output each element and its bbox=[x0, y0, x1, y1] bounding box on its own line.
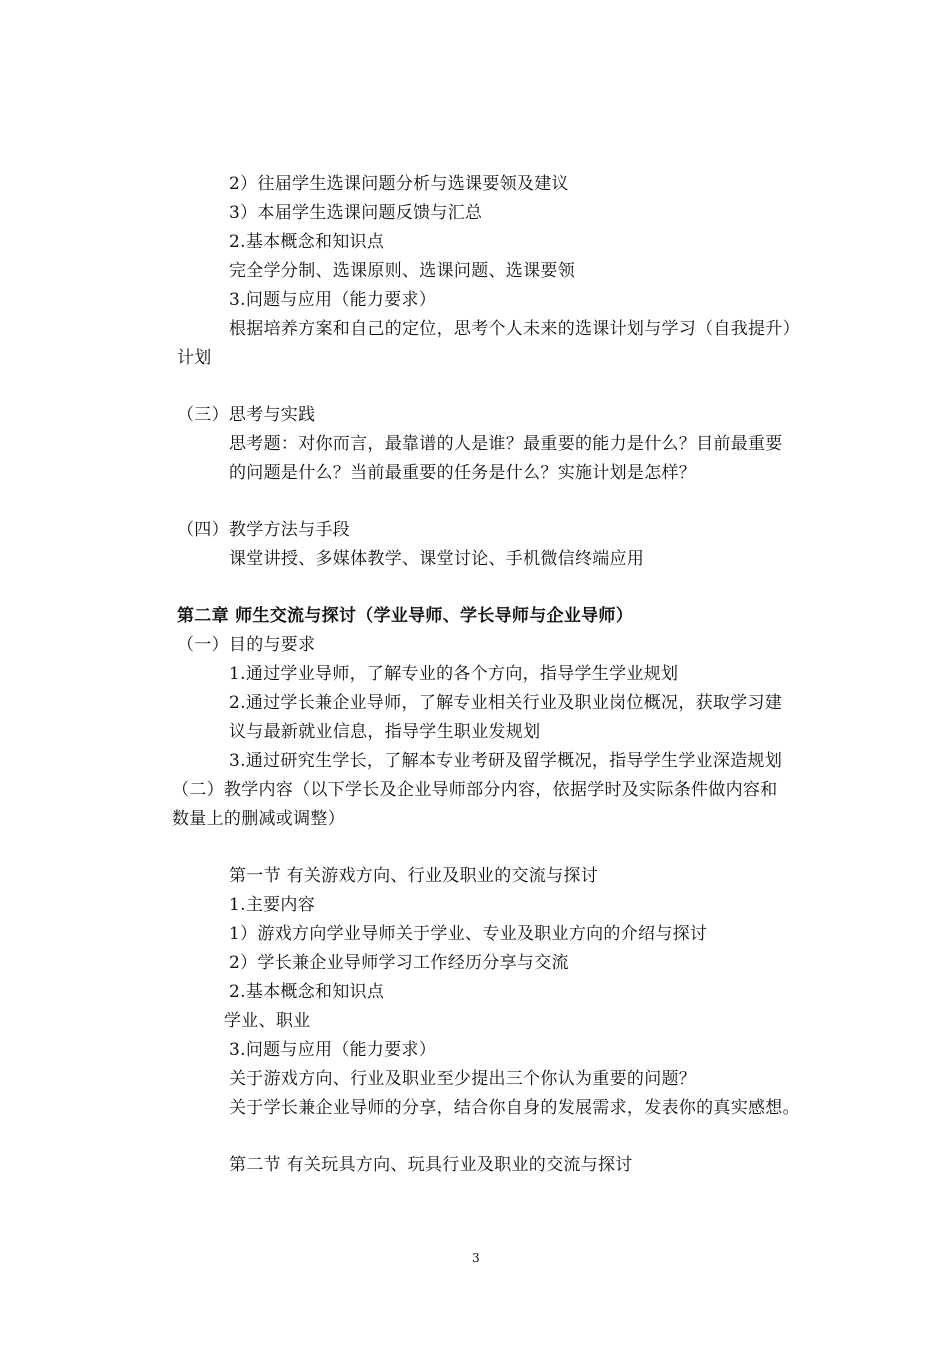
text-line: 2）学长兼企业导师学习工作经历分享与交流 bbox=[229, 953, 569, 973]
text-line: 关于学长兼企业导师的分享，结合你自身的发展需求，发表你的真实感想。 bbox=[229, 1098, 800, 1118]
text-line: 2.基本概念和知识点 bbox=[229, 232, 385, 252]
text-line: 2）往届学生选课问题分析与选课要领及建议 bbox=[229, 174, 569, 194]
text-line: 3）本届学生选课问题反馈与汇总 bbox=[229, 203, 483, 223]
text-line: 的问题是什么？当前最重要的任务是什么？实施计划是怎样？ bbox=[229, 463, 697, 483]
text-line: 计划 bbox=[177, 348, 212, 368]
text-line: 3.问题与应用（能力要求） bbox=[229, 290, 437, 310]
text-line: 1）游戏方向学业导师关于学业、专业及职业方向的介绍与探讨 bbox=[229, 924, 708, 944]
text-line: 3.问题与应用（能力要求） bbox=[229, 1040, 437, 1060]
page-number: 3 bbox=[472, 1251, 480, 1265]
subsection-title: 第一节 有关游戏方向、行业及职业的交流与探讨 bbox=[229, 866, 599, 886]
text-line: 2.基本概念和知识点 bbox=[229, 982, 385, 1002]
text-line: 课堂讲授、多媒体教学、课堂讨论、手机微信终端应用 bbox=[229, 549, 645, 569]
text-line: 2.通过学长兼企业导师，了解专业相关行业及职业岗位概况，获取学习建 bbox=[229, 693, 783, 713]
section-heading: （四）教学方法与手段 bbox=[177, 520, 350, 540]
text-line: 思考题：对你而言，最靠谱的人是谁？最重要的能力是什么？目前最重要 bbox=[229, 434, 783, 454]
section-heading: （一）目的与要求 bbox=[177, 635, 316, 655]
text-line: 3.通过研究生学长，了解本专业考研及留学概况，指导学生学业深造规划 bbox=[229, 751, 783, 771]
section-heading: （三）思考与实践 bbox=[177, 405, 316, 425]
text-line: 1.主要内容 bbox=[229, 895, 316, 915]
text-line: 数量上的删减或调整） bbox=[172, 809, 345, 829]
text-line: 完全学分制、选课原则、选课问题、选课要领 bbox=[229, 261, 575, 281]
text-line: 根据培养方案和自己的定位，思考个人未来的选课计划与学习（自我提升） bbox=[229, 319, 800, 339]
text-line: 关于游戏方向、行业及职业至少提出三个你认为重要的问题？ bbox=[229, 1069, 697, 1089]
chapter-title: 第二章 师生交流与探讨（学业导师、学长导师与企业导师） bbox=[177, 606, 634, 626]
text-line: 1.通过学业导师，了解专业的各个方向，指导学生学业规划 bbox=[229, 664, 679, 684]
text-line: 议与最新就业信息，指导学生职业发规划 bbox=[229, 722, 541, 742]
subsection-title: 第二节 有关玩具方向、玩具行业及职业的交流与探讨 bbox=[229, 1155, 633, 1175]
section-heading: （二）教学内容（以下学长及企业导师部分内容，依据学时及实际条件做内容和 bbox=[172, 780, 778, 800]
text-line: 学业、职业 bbox=[224, 1011, 311, 1031]
